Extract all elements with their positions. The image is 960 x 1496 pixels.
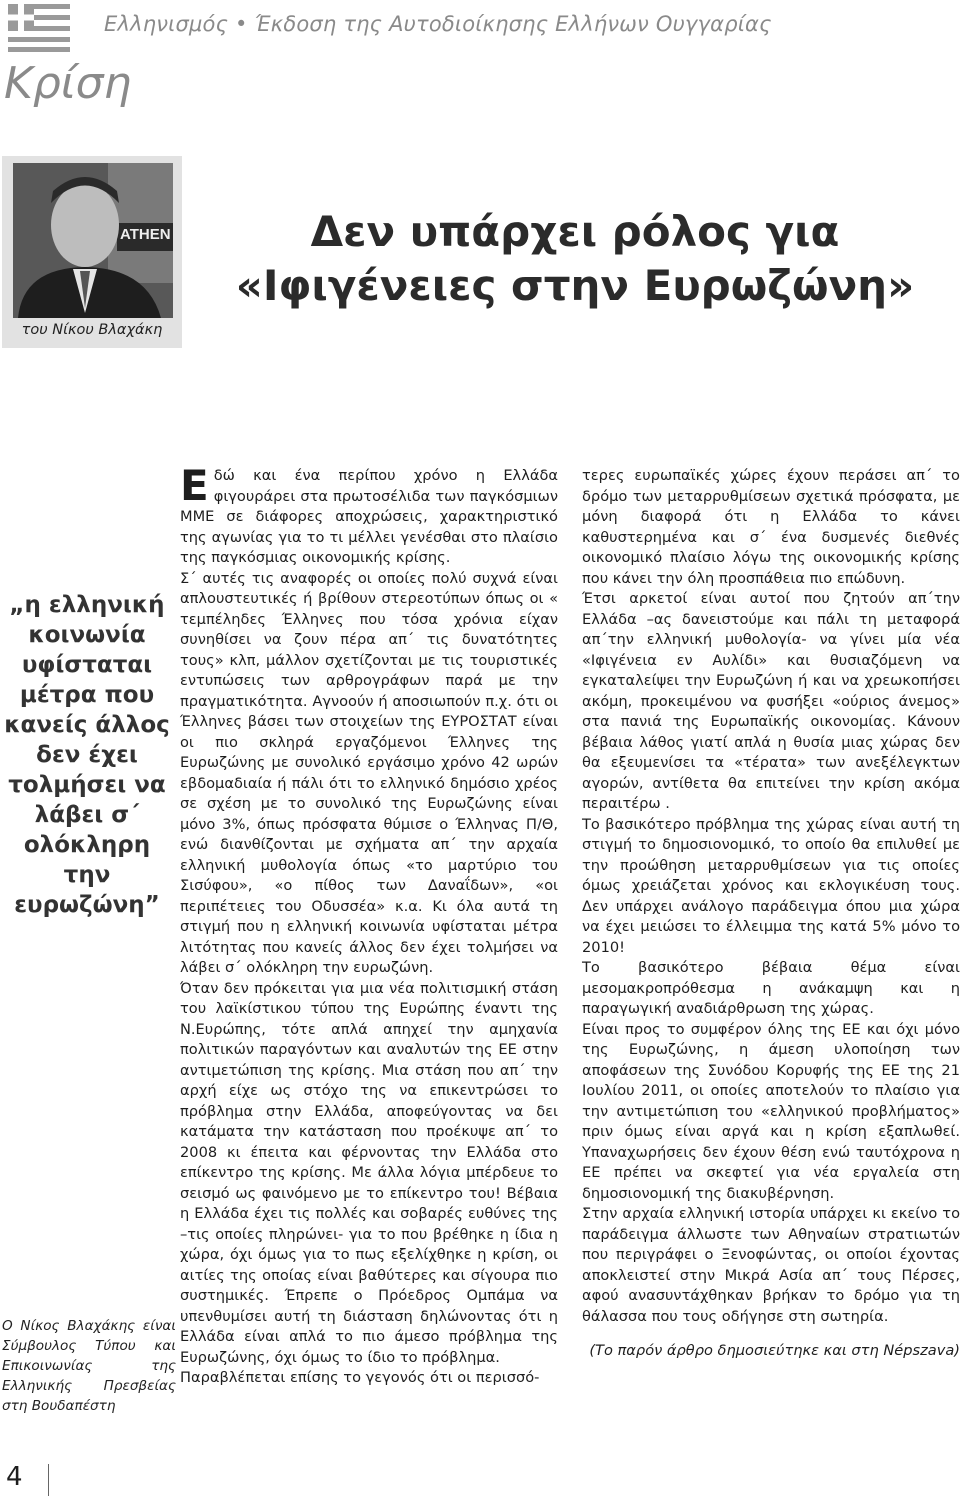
col2-paragraph: Στην αρχαία ελληνική ιστορία υπάρχει κι εκείνο το παράδειγμα άλλωστε των Αθηναίων στρατιωτών που περιγράφει ο Ξενοφώντας, οι οποίοι έχοντας αποκλειστεί στην Μικρά Ασία απ΄ τους Πέρσες, αφού ανασυντάχθηκαν βρήκαν το δρόμο για τη θάλασσα που τους οδήγησε στη σωτηρία. — [582, 1205, 960, 1325]
byline: του Νίκου Βλαχάκη — [21, 322, 163, 338]
col1-paragraph: Όταν δεν πρόκειται για μια νέα πολιτισμική στάση του λαϊκίστικου τύπου της Ευρώπης έναντι της Ν.Ευρώπης, τότε απλά απηχεί την αμηχανία πολιτικών παραγόντων και αναλυτών της ΕΕ στην αντιμετώπιση της κρίσης. Μια στάση που απ΄ την αρχή είχε ως στόχο της να επικεντρώσει το πρόβλημα στην Ελλάδα, αποφεύγοντας να δει κατάματα την κατάσταση που προέκυψε απ΄ το 2008 κι έπειτα και φέρνοντας την Ελλάδα στο επίκεντρο της κρίσης. Με άλλα λόγια μπέρδευε το σεισμό ως φαινόμενο με το επίκεντρο του! Βέβαια η Ελλάδα έχει τις πολλές και σοβαρές ευθύνες της –τις οποίες πληρώνει- για το που βρέθηκε η ίδια η χώρα, όχι όμως για το πως εξελίχθηκε η κρίση, οι αιτίες της οποίας είναι βαθύτερες και σίγουρα πιο συστημικές. Έπρεπε ο Πρόεδρος Ομπάμα να υπενθυμίσει αυτή τη διάσταση δηλώνοντας ότι η Ελλάδα είναι απλά το πιο άμεσο πρόβλημα της Ευρωζώνης, όχι όμως το ίδιο το πρόβλημα. — [180, 979, 558, 1366]
col2-paragraph: Έτσι αρκετοί είναι αυτοί που ζητούν απ΄την Ελλάδα –ας δανειστούμε και πάλι τη μεταφορά απ΄την ελληνική μυθολογία- να γίνει μία νέα «Ιφιγένεια εν Αυλίδι» και θυσιαζόμενη να εγκαταλείψει την Ευρωζώνη ή και να χρεωκοπήσει ακόμη, προκειμένου να φυσήξει «ούριος άνεμος» στα πανιά της Ευρωπαϊκής οικονομίας. Κάνουν βέβαια λάθος γιατί απλά η θυσία μιας χώρας δεν θα εξευμενίσει τα «τέρατα» των ανεξέλεγκτων αγορών, αντίθετα θα επιτείνει την κρίση ακόμα περαιτέρω . — [582, 590, 960, 812]
col2-paragraph: τερες ευρωπαϊκές χώρες έχουν περάσει απ΄ το δρόμο των μεταρρυθμίσεων σχετικά πρόσφατα, με μόνη διαφορά ότι η Ελλάδα το κάνει καθυστερημένα και σ΄ ένα δυσμενές διεθνές οικονομικό πλαίσιο λόγω της οικονομικής κρίσης που κάνει την όλη προσπάθεια πιο επώδυνη. — [582, 467, 960, 587]
author-bio: Ο Νίκος Βλαχάκης είναι Σύμβουλος Τύπου και Επικοινωνίας της Ελληνικής Πρεσβείας στη Βουδαπέστη — [2, 1318, 176, 1414]
photo-signage-text: ATHEN — [120, 226, 171, 243]
col2-paragraph: Είναι προς το συμφέρον όλης της ΕΕ και όχι μόνο της Ευρωζώνης, η άμεση υλοποίηση των αποφάσεων της Συνόδου Κορυφής της ΕΕ της 21 Ιουλίου 2011, οι οποίες αποτελούν το πλαίσιο για την αντιμετώπιση του «ελληνικού προβλήματος» πριν όμως είναι αργά και η κρίση εξαπλωθεί. Υπαναχωρήσεις δεν έχουν θέση ενώ ταυτόχρονα η ΕΕ πρέπει να σκεφτεί για νέα εργαλεία στη δημοσιονομική της διακυβέρνηση. — [582, 1020, 960, 1202]
col2-paragraph: Το βασικότερο πρόβλημα της χώρας είναι αυτή τη στιγμή το δημοσιονομικό, το οποίο θα επιλυθεί με την προώθηση μεταρρυθμίσεων για τις οποίες όμως χρειάζεται χρόνος και εκλογικέυση τους. Δεν υπάρχει ανάλογο παράδειγμα όπου μια χώρα να έχει μειώσει το έλλειμμα της κατά 5% μόνο το 2010! — [582, 815, 960, 956]
page-number-rule — [48, 1464, 49, 1496]
publication-header: Ελληνισμός • Έκδοση της Αυτοδιοίκησης Ελλήνων Ουγγαρίας — [104, 12, 772, 36]
article-title-line-2: «Ιφιγένειες στην Ευρωζώνη» — [235, 261, 915, 310]
section-title: Κρίση — [4, 58, 132, 109]
article-column-1 — [180, 461, 558, 1389]
col2-paragraph: Το βασικότερο βέβαια θέμα είναι μεσομακροπρόθεσμα η ανάκαμψη και η παραγωγική αναδιάρθρωση της χώρας. — [582, 959, 960, 1017]
col1-paragraph: Παραβλέπεται επίσης το γεγονός ότι οι περισσό- — [180, 1369, 540, 1386]
col1-paragraph: Σ΄ αυτές τις αναφορές οι οποίες πολύ συχνά είναι απλουστευτικές ή βρίθουν στερεοτύπων όπως οι « τεμπέληδες Έλληνες που τόσα χρόνια είχαν συνηθίσει να ζουν πέρα απ΄ τις δυνατότητες τους» κλπ, μάλλον σχετίζονται με τις τουριστικές εντυπώσεις των αρθρογράφων παρά με την πραγματικότητα. Αγνοούν ή αποσιωπούν π.χ. ότι οι Έλληνες βάσει των στοιχείων της ΕΥΡΟΣΤΑΤ είναι οι πιο σκληρά εργαζόμενοι Έλληνες της Ευρωζώνης με συνολικό εργάσιμο χρόνο 42 ωρών εβδομαδιαία ή πάλι ότι το ελληνικό δημόσιο χρέος σε σχέση με το συνολικό της Ευρωζώνης είναι μόνο 3%, όπως πρόσφατα θύμισε ο Έλληνας Π/Θ, ενώ διανθίζονται με σχήματα απ΄ την αρχαία ελληνική μυθολογία όπως «το μαρτύριο του Σισύφου», «ο πίθος των Δαναΐδων», «οι περιπέτειες του Οδυσσέα» κ.α. Κι όλα αυτά τη στιγμή που η ελληνική κοινωνία υφίσταται μέτρα λιτότητας που κανείς άλλος δεν έχει τολμήσει να λάβει σ΄ ολόκληρη την ευρωζώνη. — [180, 569, 558, 976]
article-title — [190, 205, 960, 313]
photo-signage — [118, 222, 174, 244]
pull-quote: „η ελληνική κοινωνία υφίσταται μέτρα που κανείς άλλος δεν έχει τολμήσει να λάβει σ΄ ολόκληρη την ευρωζώνη” — [4, 592, 170, 918]
source-note: (Το παρόν άρθρο δημοσιεύτηκε και στη Népszava) — [589, 1342, 960, 1359]
article-title-line-1: Δεν υπάρχει ρόλος για — [310, 207, 840, 256]
greek-flag-logo — [8, 4, 70, 52]
col1-paragraph: δώ και ένα περίπου χρόνο η Ελλάδα φιγουράρει στα πρωτοσέλιδα των παγκόσμιων ΜΜΕ σε διάφορες αποχρώσεις, χαρακτηριστικό της αγωνίας για το τι μέλλει γενέσθαι στο πλαίσιο της παγκόσμιας οικονομικής κρίσης. — [180, 467, 558, 566]
author-photo-frame — [2, 156, 182, 348]
page-number: 4 — [6, 1462, 23, 1492]
drop-cap: Ε — [180, 461, 209, 510]
article-column-2 — [582, 466, 960, 1362]
